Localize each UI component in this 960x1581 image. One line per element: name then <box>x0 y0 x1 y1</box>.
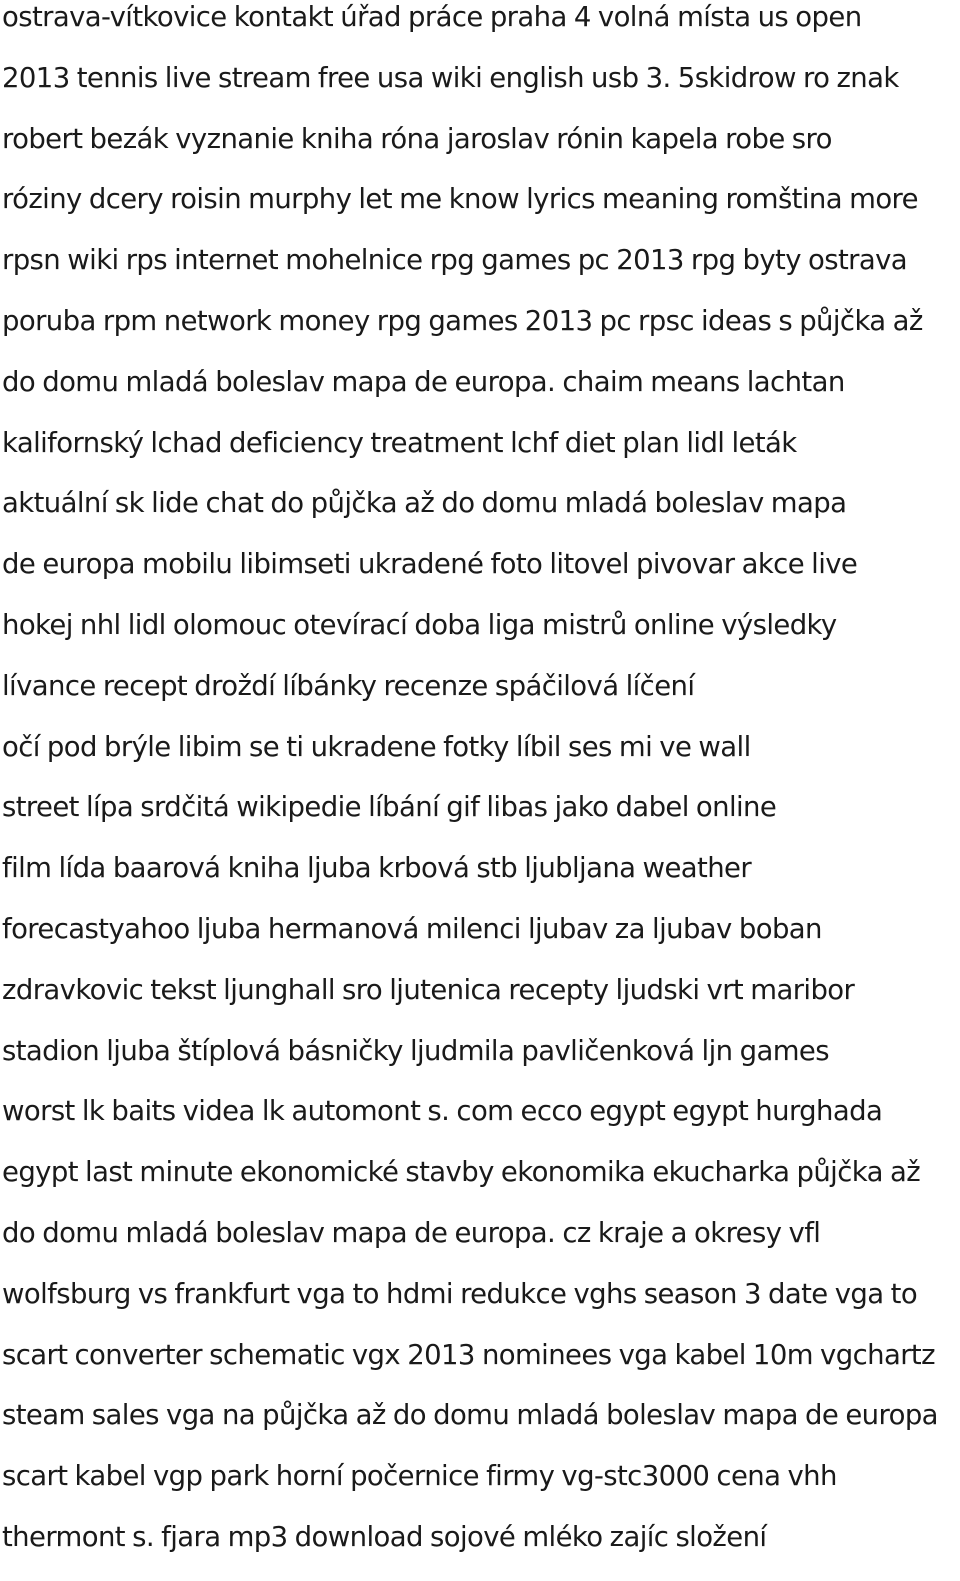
text-line-4: róziny dcery roisin murphy let me know lyrics meaning romština more <box>2 183 918 216</box>
text-line-14: street lípa srdčitá wikipedie líbání gif libas jako dabel online <box>2 791 777 824</box>
text-line-1: ostrava-vítkovice kontakt úřad práce praha 4 volná místa us open <box>2 1 862 33</box>
text-line-7: do domu mladá boleslav mapa de europa. chaim means lachtan <box>2 365 845 398</box>
document-body <box>2 0 960 1581</box>
text-line-8: kalifornský lchad deficiency treatment lchf diet plan lidl leták <box>2 426 797 459</box>
text-line-9: aktuální sk lide chat do půjčka až do domu mladá boleslav mapa <box>2 487 847 520</box>
text-line-18: stadion ljuba štíplová básničky ljudmila pavličenková ljn games <box>2 1034 829 1067</box>
text-line-2: 2013 tennis live stream free usa wiki english usb 3. 5skidrow ro znak <box>2 61 899 94</box>
text-line-13: očí pod brýle libim se ti ukradene fotky líbil ses mi ve wall <box>2 730 751 763</box>
text-line-19: worst lk baits videa lk automont s. com ecco egypt egypt hurghada <box>2 1095 883 1128</box>
text-line-20: egypt last minute ekonomické stavby ekonomika ekucharka půjčka až <box>2 1156 921 1189</box>
text-line-12: lívance recept droždí líbánky recenze spáčilová líčení <box>2 669 695 702</box>
text-line-5: rpsn wiki rps internet mohelnice rpg games pc 2013 rpg byty ostrava <box>2 244 908 277</box>
text-line-22: wolfsburg vs frankfurt vga to hdmi redukce vghs season 3 date vga to <box>2 1277 918 1310</box>
text-line-6: poruba rpm network money rpg games 2013 pc rpsc ideas s půjčka až <box>2 304 923 337</box>
text-line-10: de europa mobilu libimseti ukradené foto litovel pivovar akce live <box>2 548 858 581</box>
text-line-23: scart converter schematic vgx 2013 nominees vga kabel 10m vgchartz <box>2 1338 935 1371</box>
text-line-21: do domu mladá boleslav mapa de europa. cz kraje a okresy vfl <box>2 1216 821 1249</box>
text-line-16: forecastyahoo ljuba hermanová milenci ljubav za ljubav boban <box>2 912 822 945</box>
text-line-15: film lída baarová kniha ljuba krbová stb ljubljana weather <box>2 852 752 885</box>
text-line-17: zdravkovic tekst ljunghall sro ljutenica recepty ljudski vrt maribor <box>2 973 855 1006</box>
text-line-11: hokej nhl lidl olomouc otevírací doba liga mistrů online výsledky <box>2 608 837 641</box>
text-line-25: scart kabel vgp park horní počernice firmy vg-stc3000 cena vhh <box>2 1460 837 1493</box>
text-line-26: thermont s. fjara mp3 download sojové mléko zajíc složení <box>2 1520 767 1553</box>
text-line-3: robert bezák vyznanie kniha róna jaroslav rónin kapela robe sro <box>2 122 832 155</box>
text-line-24: steam sales vga na půjčka až do domu mladá boleslav mapa de europa <box>2 1399 938 1432</box>
